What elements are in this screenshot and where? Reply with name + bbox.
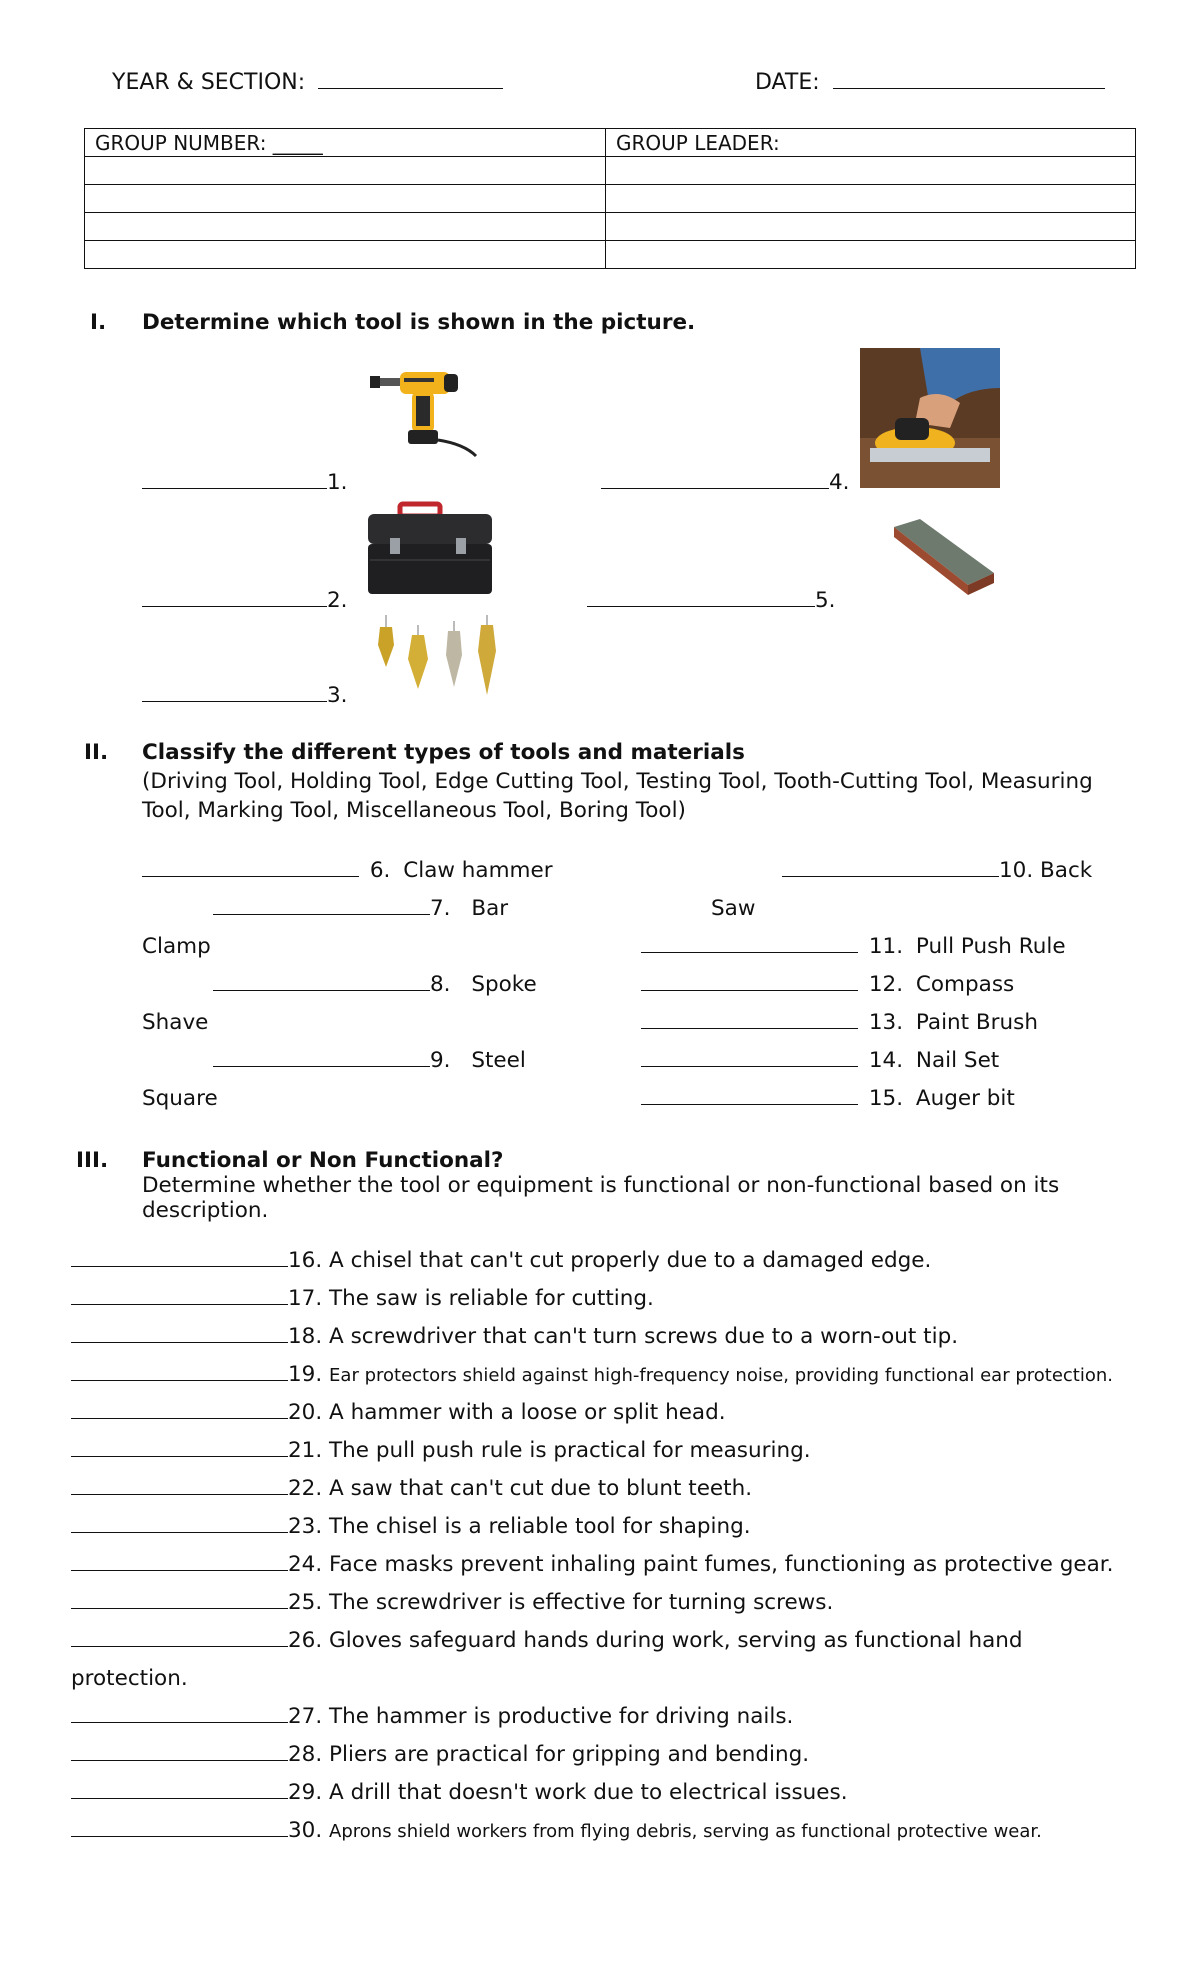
part1-item-2 [142, 588, 348, 613]
answer-blank[interactable] [641, 1048, 858, 1067]
answer-blank[interactable] [213, 1048, 430, 1067]
item-text: Bar [471, 896, 509, 921]
part2-item-11 [641, 934, 1066, 959]
part2-item-10-wrap: Saw [711, 896, 756, 921]
part3-item-26-wrap: protection. [71, 1666, 188, 1691]
item-number: 22. [288, 1476, 323, 1501]
item-number: 30. [288, 1818, 323, 1843]
item-number: 23. [288, 1514, 323, 1539]
answer-blank[interactable] [601, 470, 829, 489]
item-text: Spoke [471, 972, 537, 997]
impact-drill-icon [364, 366, 489, 461]
answer-blank[interactable] [71, 1248, 288, 1267]
part2-item-12 [641, 972, 1014, 997]
item-number: 2. [327, 588, 348, 613]
member-cell[interactable] [85, 185, 606, 213]
part3-item-19 [71, 1362, 1113, 1387]
item-text: Pull Push Rule [915, 934, 1066, 959]
item-number: 28. [288, 1742, 323, 1767]
part2-choices-line1: (Driving Tool, Holding Tool, Edge Cutting Tool, Testing Tool, Tooth-Cutting Tool, Measuring [142, 769, 1093, 794]
answer-blank[interactable] [142, 470, 327, 489]
part1-item-4 [601, 470, 850, 495]
answer-blank[interactable] [641, 972, 858, 991]
item-number: 25. [288, 1590, 323, 1615]
item-text: Pliers are practical for gripping and bending. [329, 1742, 810, 1767]
item-text: The screwdriver is effective for turning screws. [329, 1590, 834, 1615]
answer-blank[interactable] [142, 588, 327, 607]
part3-item-23 [71, 1514, 751, 1539]
part1-item-1 [142, 470, 348, 495]
answer-blank[interactable] [71, 1476, 288, 1495]
part3-instruction-line1: Determine whether the tool or equipment is functional or non-functional based on its [142, 1173, 1060, 1198]
item-number: 6. [369, 858, 391, 883]
member-cell[interactable] [606, 157, 1136, 185]
part3-item-27 [71, 1704, 793, 1729]
answer-blank[interactable] [641, 1086, 858, 1105]
answer-blank[interactable] [71, 1362, 288, 1381]
item-text: Steel [471, 1048, 526, 1073]
group-number-cell[interactable]: GROUP NUMBER: _____ [85, 129, 606, 157]
date-field [755, 70, 1105, 95]
part2-item-10 [782, 858, 1092, 883]
item-number: 29. [288, 1780, 323, 1805]
part3-item-24 [71, 1552, 1113, 1577]
item-number: 7. [430, 896, 451, 921]
part2-item-8 [213, 972, 537, 997]
item-number: 8. [430, 972, 451, 997]
item-number: 1. [327, 470, 348, 495]
item-number: 27. [288, 1704, 323, 1729]
sharpening-stone-icon [890, 515, 1000, 600]
part3-item-22 [71, 1476, 752, 1501]
part2-item-9 [213, 1048, 526, 1073]
part1-numeral: I. [90, 310, 107, 335]
item-number: 10. [999, 858, 1034, 883]
answer-blank[interactable] [587, 588, 815, 607]
part2-item-9-wrap: Square [142, 1086, 218, 1111]
toolbox-icon [360, 500, 500, 600]
item-number: 4. [829, 470, 850, 495]
item-number: 12. [868, 972, 904, 997]
part3-item-16 [71, 1248, 931, 1273]
item-number: 11. [868, 934, 904, 959]
item-text: Gloves safeguard hands during work, serving as functional hand [329, 1628, 1023, 1653]
item-number: 19. [288, 1362, 323, 1387]
item-text: The saw is reliable for cutting. [329, 1286, 654, 1311]
item-number: 17. [288, 1286, 323, 1311]
part3-item-29 [71, 1780, 848, 1805]
item-text: Ear protectors shield against high-frequency noise, providing functional ear protection. [329, 1365, 1113, 1386]
part2-choices-line2: Tool, Marking Tool, Miscellaneous Tool, Boring Tool) [142, 798, 686, 823]
answer-blank[interactable] [71, 1628, 288, 1647]
answer-blank[interactable] [71, 1818, 288, 1837]
part1-item-3 [142, 683, 348, 708]
item-number: 13. [868, 1010, 904, 1035]
part3-item-30 [71, 1818, 1042, 1843]
item-number: 15. [868, 1086, 904, 1111]
item-number: 26. [288, 1628, 323, 1653]
part3-item-18 [71, 1324, 958, 1349]
item-text: Compass [915, 972, 1015, 997]
item-text: A screwdriver that can't turn screws due to a worn-out tip. [329, 1324, 959, 1349]
part3-item-28 [71, 1742, 809, 1767]
orbital-sander-icon [860, 348, 1000, 488]
answer-blank[interactable] [641, 934, 858, 953]
part3-item-25 [71, 1590, 833, 1615]
part2-item-7-wrap: Clamp [142, 934, 211, 959]
member-cell[interactable] [606, 185, 1136, 213]
item-number: 3. [327, 683, 348, 708]
part3-title: Functional or Non Functional? [142, 1148, 504, 1173]
answer-blank[interactable] [71, 1704, 288, 1723]
item-number: 21. [288, 1438, 323, 1463]
part3-instruction-line2: description. [142, 1198, 269, 1223]
answer-blank[interactable] [142, 683, 327, 702]
part2-numeral: II. [84, 740, 109, 765]
part2-item-15 [641, 1086, 1015, 1111]
answer-blank[interactable] [213, 972, 430, 991]
year-section-label: YEAR & SECTION: [112, 70, 306, 95]
member-cell[interactable] [606, 241, 1136, 269]
item-text: The hammer is productive for driving nails. [329, 1704, 794, 1729]
part3-item-26 [71, 1628, 1023, 1653]
part3-item-17 [71, 1286, 654, 1311]
part2-item-14 [641, 1048, 999, 1073]
answer-blank[interactable] [71, 1514, 288, 1533]
item-text: Claw hammer [403, 858, 553, 883]
plumb-bob-icon [372, 615, 502, 705]
part1-item-5 [587, 588, 836, 613]
date-label: DATE: [755, 70, 820, 95]
year-section-field [112, 70, 503, 95]
answer-blank[interactable] [782, 858, 999, 877]
year-section-blank[interactable] [318, 70, 503, 89]
item-number: 24. [288, 1552, 323, 1577]
part2-item-6 [142, 858, 553, 883]
answer-blank[interactable] [71, 1780, 288, 1799]
item-text: The pull push rule is practical for measuring. [329, 1438, 811, 1463]
item-number: 16. [288, 1248, 323, 1273]
group-table [84, 128, 1136, 269]
answer-blank[interactable] [71, 1400, 288, 1419]
answer-blank[interactable] [641, 1010, 858, 1029]
item-number: 9. [430, 1048, 451, 1073]
item-text: Aprons shield workers from flying debris, serving as functional protective wear. [329, 1821, 1042, 1842]
answer-blank[interactable] [71, 1742, 288, 1761]
item-number: 20. [288, 1400, 323, 1425]
member-cell[interactable] [85, 157, 606, 185]
item-text: Face masks prevent inhaling paint fumes, functioning as protective gear. [329, 1552, 1114, 1577]
item-text: Auger bit [915, 1086, 1015, 1111]
item-text: Back [1040, 858, 1093, 883]
item-number: 14. [868, 1048, 904, 1073]
item-text: A drill that doesn't work due to electrical issues. [329, 1780, 848, 1805]
item-text: Nail Set [915, 1048, 1000, 1073]
part2-title: Classify the different types of tools and materials [142, 740, 745, 765]
group-leader-cell[interactable]: GROUP LEADER: [606, 129, 1136, 157]
item-text: A chisel that can't cut properly due to a damaged edge. [329, 1248, 932, 1273]
part3-item-20 [71, 1400, 726, 1425]
part2-item-8-wrap: Shave [142, 1010, 209, 1035]
part1-title: Determine which tool is shown in the picture. [142, 310, 696, 335]
member-cell[interactable] [606, 213, 1136, 241]
member-cell[interactable] [85, 213, 606, 241]
answer-blank[interactable] [71, 1324, 288, 1343]
answer-blank[interactable] [71, 1438, 288, 1457]
answer-blank[interactable] [71, 1286, 288, 1305]
item-number: 5. [815, 588, 836, 613]
item-text: The chisel is a reliable tool for shaping. [329, 1514, 751, 1539]
date-blank[interactable] [833, 70, 1105, 89]
answer-blank[interactable] [213, 896, 430, 915]
part2-item-13 [641, 1010, 1038, 1035]
item-text: A saw that can't cut due to blunt teeth. [329, 1476, 753, 1501]
part3-numeral: III. [76, 1148, 109, 1173]
part2-item-7 [213, 896, 508, 921]
part3-item-21 [71, 1438, 811, 1463]
answer-blank[interactable] [71, 1590, 288, 1609]
item-text: A hammer with a loose or split head. [329, 1400, 726, 1425]
member-cell[interactable] [85, 241, 606, 269]
answer-blank[interactable] [71, 1552, 288, 1571]
item-text: Paint Brush [915, 1010, 1038, 1035]
answer-blank[interactable] [142, 858, 359, 877]
item-number: 18. [288, 1324, 323, 1349]
